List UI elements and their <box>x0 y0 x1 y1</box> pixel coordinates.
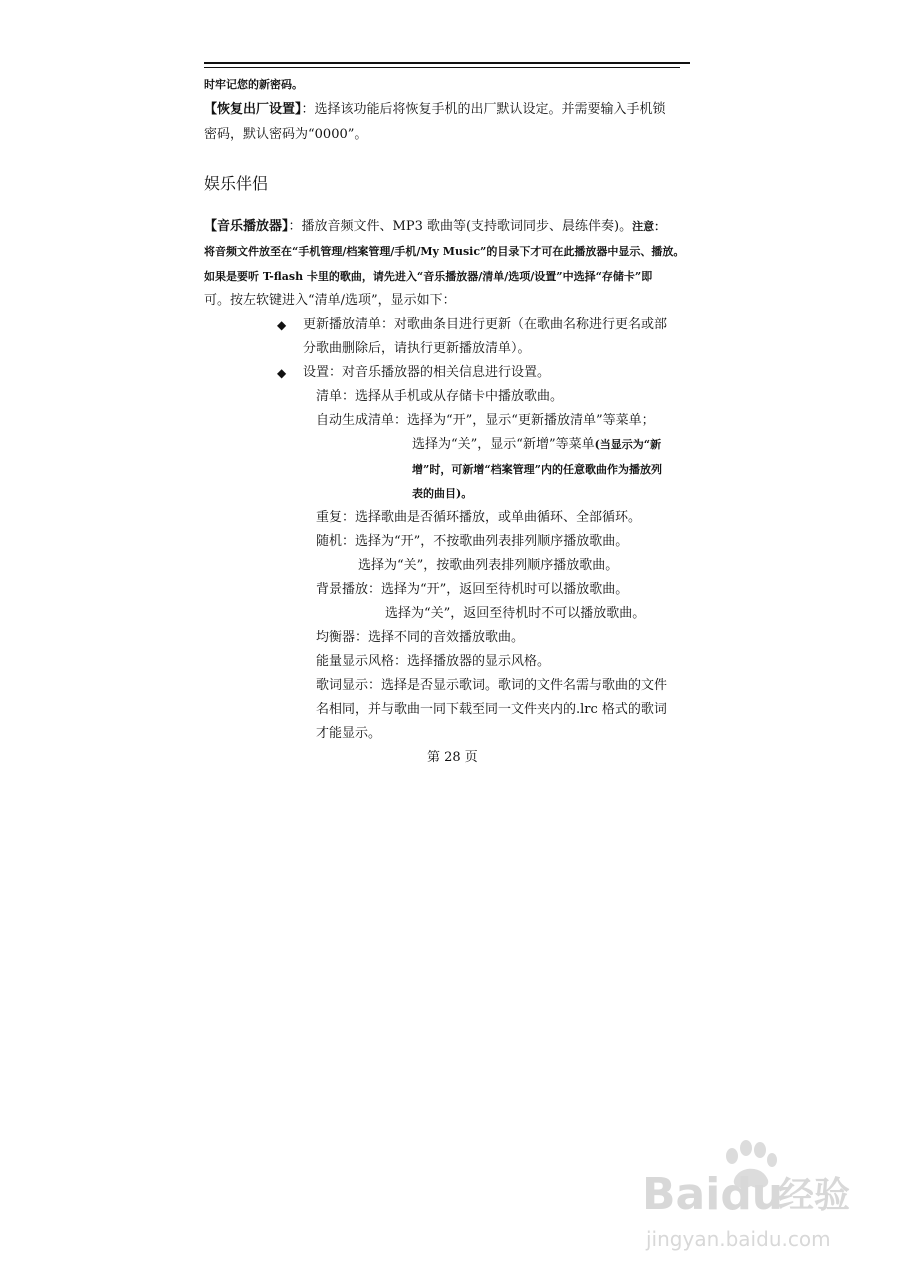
header-rule-thin <box>204 67 680 68</box>
header-rule-thick <box>204 62 690 64</box>
setting-repeat: 重复：选择歌曲是否循环播放，或单曲循环、全部循环。 <box>316 510 642 525</box>
bullet-icon: ◆ <box>277 366 287 380</box>
music-player-label: 【音乐播放器】 <box>204 219 289 234</box>
line-audio-folder: 将音频文件放至在“手机管理/档案管理/手机/My Music”的目录下才可在此播放器中显示、播放。 <box>204 245 685 258</box>
watermark-chinese: 经验 <box>778 1175 851 1216</box>
setting-lyrics-line2: 名相同，并与歌曲一同下载至同一文件夹内的.lrc 格式的歌词 <box>316 702 667 717</box>
bullet-update-playlist-line2: 分歌曲删除后，请执行更新播放清单）。 <box>303 341 531 356</box>
line-factory-reset <box>204 101 666 119</box>
setting-auto-playlist: 自动生成清单：选择为“开”，显示“更新播放清单”等菜单； <box>316 413 655 428</box>
line-tflash: 如果是要听 T-flash 卡里的歌曲，请先进入“音乐播放器/清单/选项/设置”中选择“存储卡”即 <box>204 270 653 283</box>
setting-auto-playlist-off <box>412 436 661 454</box>
line-default-password: 密码，默认密码为“0000”。 <box>204 127 368 142</box>
line-music-player <box>204 218 665 236</box>
setting-auto-playlist-note2: 增”时，可新增“档案管理”内的任意歌曲作为播放列 <box>412 463 662 476</box>
page-number: 第 28 页 <box>427 750 478 765</box>
watermark-brand: Bai <box>642 1169 721 1220</box>
section-heading: 娱乐伴侣 <box>204 174 269 193</box>
setting-lyrics-line1: 歌词显示：选择是否显示歌词。歌词的文件名需与歌曲的文件 <box>316 678 668 693</box>
setting-display-style: 能量显示风格：选择播放器的显示风格。 <box>316 654 551 669</box>
auto-playlist-off-text: 选择为“关”，显示“新增”等菜单 <box>412 437 595 452</box>
bullet-settings: 设置：对音乐播放器的相关信息进行设置。 <box>303 365 551 380</box>
bullet-update-playlist-line1: 更新播放清单：对歌曲条目进行更新（在歌曲名称进行更名或部 <box>303 317 668 332</box>
factory-reset-label: 【恢复出厂设置】 <box>204 102 302 117</box>
setting-background-on: 背景播放：选择为“开”，返回至待机时可以播放歌曲。 <box>316 582 629 597</box>
setting-lyrics-line3: 才能显示。 <box>316 726 382 741</box>
bullet-icon: ◆ <box>277 318 287 332</box>
setting-shuffle-on: 随机：选择为“开”，不按歌曲列表排列顺序播放歌曲。 <box>316 534 629 549</box>
factory-reset-text: ：选择该功能后将恢复手机的出厂默认设定。并需要输入手机锁 <box>301 102 666 117</box>
setting-playlist: 清单：选择从手机或从存储卡中播放歌曲。 <box>316 389 564 404</box>
setting-equalizer: 均衡器：选择不同的音效播放歌曲。 <box>316 630 525 645</box>
line-left-softkey: 可。按左软键进入“清单/选项”，显示如下： <box>204 293 456 308</box>
setting-auto-playlist-note3: 表的曲目)。 <box>412 487 473 500</box>
watermark-brand-tail: du <box>720 1169 784 1220</box>
watermark-url: jingyan.baidu.com <box>646 1227 831 1251</box>
music-player-note: 注意： <box>632 220 666 233</box>
setting-background-off: 选择为“关”，返回至待机时不可以播放歌曲。 <box>385 606 646 621</box>
music-player-text: ：播放音频文件、MP3 歌曲等(支持歌词同步、晨练伴奏)。 <box>288 219 633 234</box>
auto-playlist-off-note: (当显示为“新 <box>594 438 662 451</box>
line-password-reminder: 时牢记您的新密码。 <box>204 78 303 91</box>
setting-shuffle-off: 选择为“关”，按歌曲列表排列顺序播放歌曲。 <box>358 558 619 573</box>
baidu-jingyan-watermark <box>638 1140 868 1265</box>
